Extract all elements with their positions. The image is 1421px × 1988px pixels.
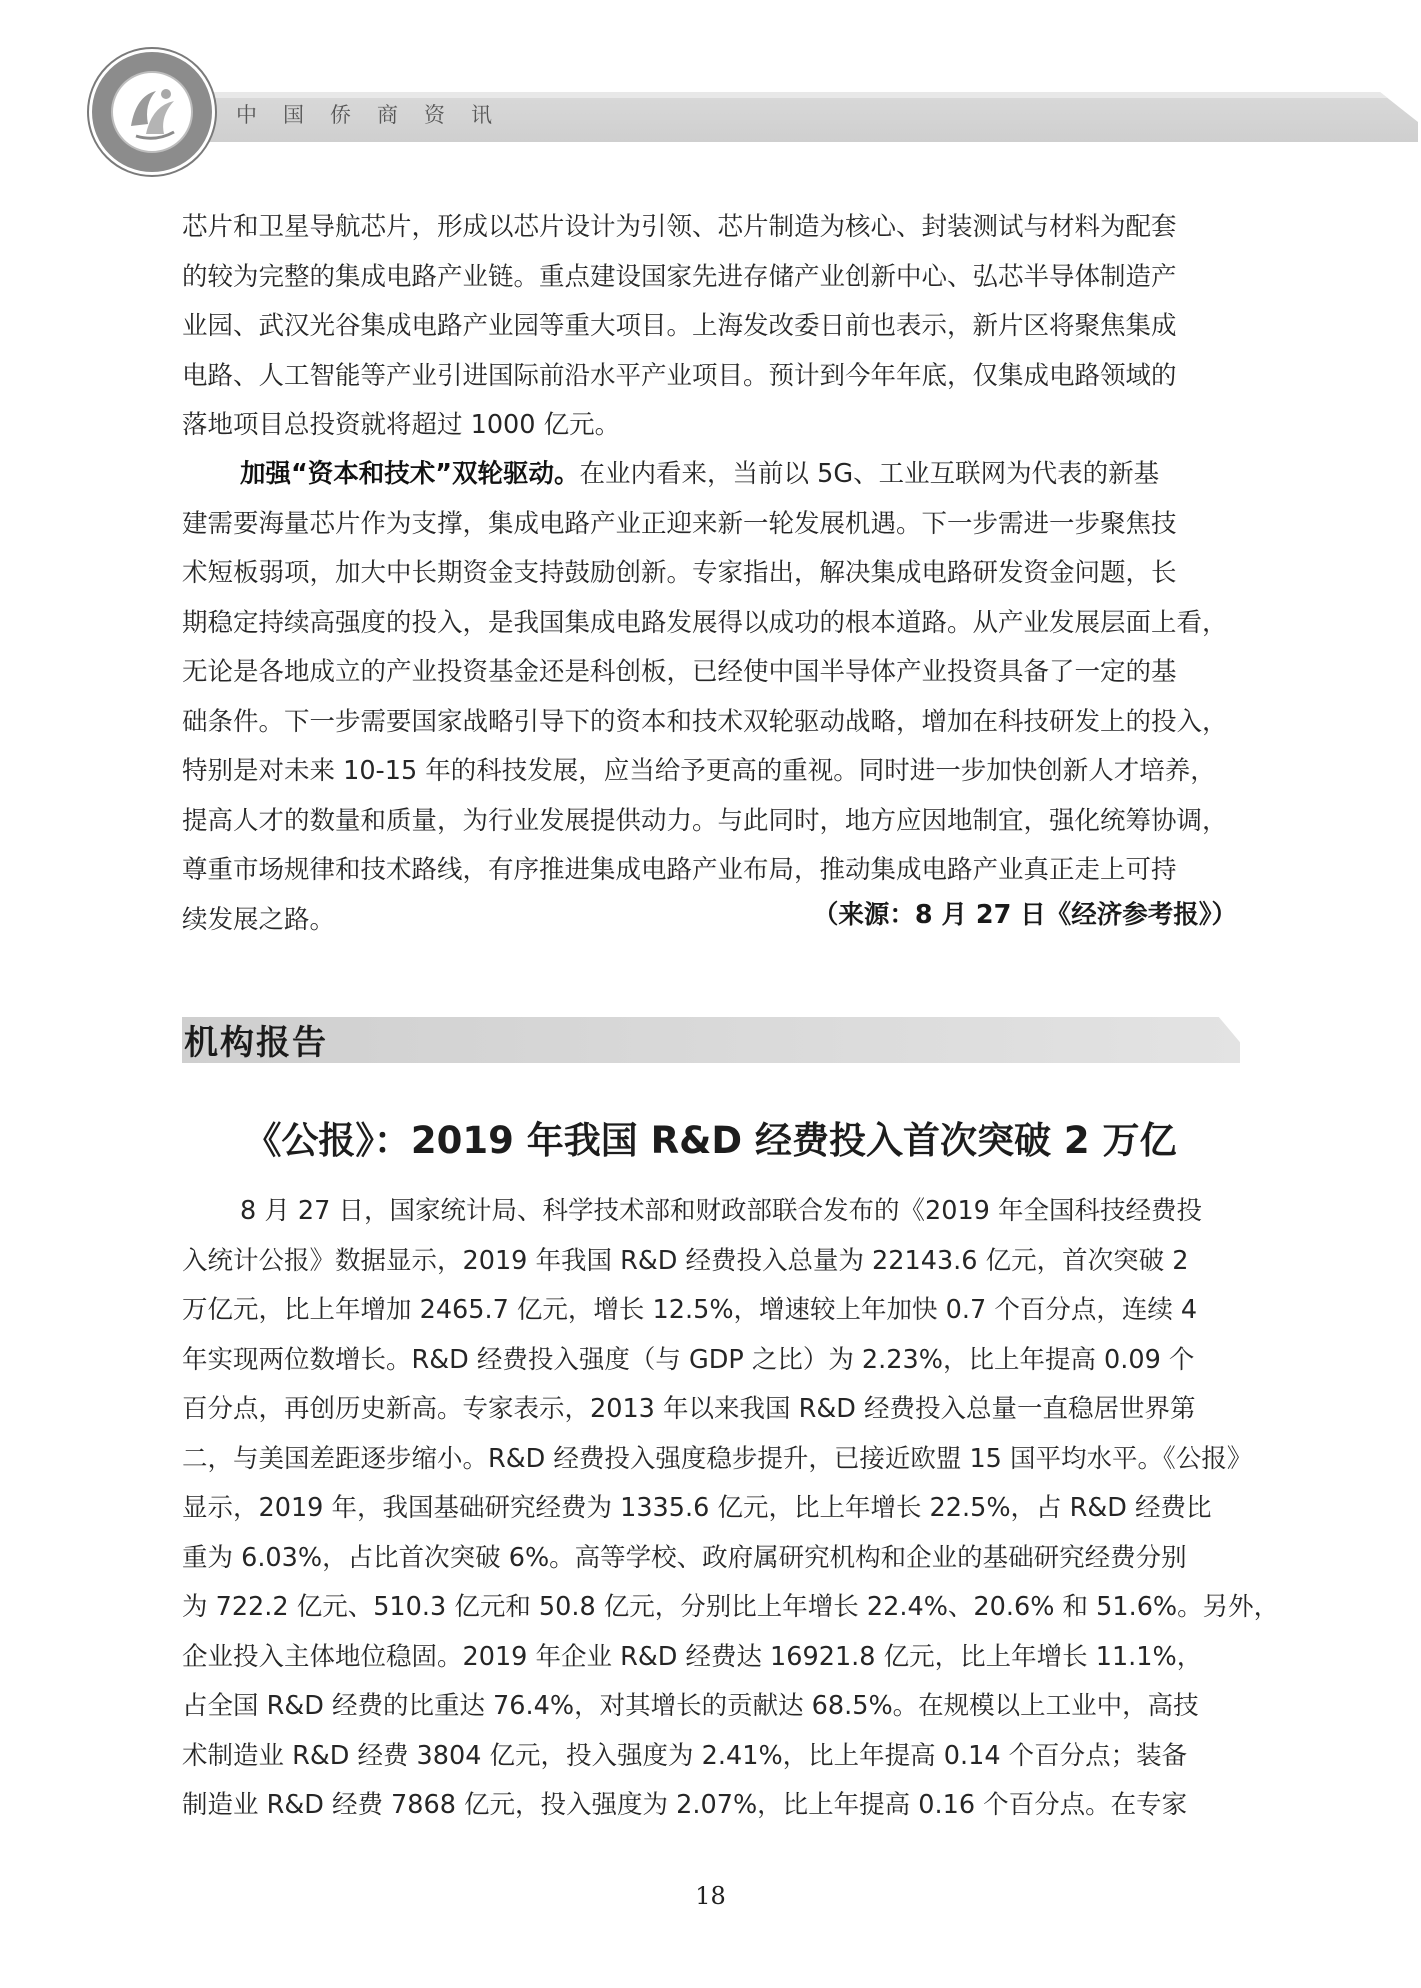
header-title: 中国侨商资讯 (236, 103, 518, 127)
text-line: 的较为完整的集成电路产业链。重点建设国家先进存储产业创新中心、弘芯半导体制造产 (182, 261, 1177, 292)
text-line: 特别是对未来 10-15 年的科技发展，应当给予更高的重视。同时进一步加快创新人才培养， (182, 756, 1216, 786)
text-line: 础条件。下一步需要国家战略引导下的资本和技术双轮驱动战略，增加在科技研发上的投入， (182, 706, 1228, 737)
text-line: 为 722.2 亿元、510.3 亿元和 50.8 亿元，分别比上年增长 22.4%、20.6% 和 51.6%。另外， (182, 1592, 1280, 1622)
section-title: 机构报告 (184, 1023, 328, 1063)
text-line: 尊重市场规律和技术路线，有序推进集成电路产业布局，推动集成电路产业真正走上可持 (182, 855, 1177, 885)
text-line: 术短板弱项，加大中长期资金支持鼓励创新。专家指出，解决集成电路研发资金问题，长 (182, 558, 1177, 588)
text-line: 百分点，再创历史新高。专家表示，2013 年以来我国 R&D 经费投入总量一直稳居世界第 (182, 1394, 1196, 1424)
paragraph-heading: 加强“资本和技术”双轮驱动。 (240, 459, 580, 489)
text-line: 二，与美国差距逐步缩小。R&D 经费投入强度稳步提升，已接近欧盟 15 国平均水平。《公报》 (182, 1443, 1253, 1474)
text-line: 期稳定持续高强度的投入，是我国集成电路发展得以成功的根本道路。从产业发展层面上看， (182, 607, 1228, 638)
text-line: 万亿元，比上年增加 2465.7 亿元，增长 12.5%，增速较上年加快 0.7 个百分点，连续 4 (182, 1295, 1198, 1325)
source-citation: （来源：8 月 27 日《经济参考报》） (812, 900, 1237, 930)
text-line: 术制造业 R&D 经费 3804 亿元，投入强度为 2.41%，比上年提高 0.14 个百分点；装备 (182, 1740, 1188, 1771)
text-line: 业园、武汉光谷集成电路产业园等重大项目。上海发改委日前也表示，新片区将聚焦集成 (182, 311, 1177, 341)
logo-emblem-icon (86, 46, 218, 178)
text-line (182, 450, 1237, 500)
text-line: 芯片和卫星导航芯片，形成以芯片设计为引领、芯片制造为核心、封装测试与材料为配套 (182, 212, 1177, 242)
text-fragment: 在业内看来，当前以 5G、工业互联网为代表的新基 (579, 459, 1160, 489)
text-line: 建需要海量芯片作为支撑，集成电路产业正迎来新一轮发展机遇。下一步需进一步聚焦技 (182, 508, 1177, 539)
text-line: 8 月 27 日，国家统计局、科学技术部和财政部联合发布的《2019 年全国科技经费投 (240, 1196, 1202, 1226)
paragraph-continuation (182, 203, 1237, 451)
text-line: 电路、人工智能等产业引进国际前沿水平产业项目。预计到今年年底，仅集成电路领域的 (182, 360, 1177, 391)
text-line: 占全国 R&D 经费的比重达 76.4%，对其增长的贡献达 68.5%。在规模以上工业中，高技 (182, 1691, 1199, 1721)
text-line: 提高人才的数量和质量，为行业发展提供动力。与此同时，地方应因地制宜，强化统筹协调， (182, 805, 1228, 836)
text-line: 无论是各地成立的产业投资基金还是科创板，已经使中国半导体产业投资具备了一定的基 (182, 657, 1177, 687)
text-line: 年实现两位数增长。R&D 经费投入强度（与 GDP 之比）为 2.23%，比上年提高 0.09 个 (182, 1344, 1195, 1375)
article-title: 《公报》：2019 年我国 R&D 经费投入首次突破 2 万亿 (244, 1119, 1177, 1162)
section-banner (182, 1017, 1240, 1063)
text-line: 企业投入主体地位稳固。2019 年企业 R&D 经费达 16921.8 亿元，比上年增长 11.1%， (182, 1641, 1203, 1672)
text-line: 显示，2019 年，我国基础研究经费为 1335.6 亿元，比上年增长 22.5%，占 R&D 经费比 (182, 1493, 1212, 1523)
article-body (182, 1187, 1280, 1831)
paragraph-capital-technology (182, 450, 1237, 945)
page-number: 18 (695, 1882, 726, 1910)
text-line: 落地项目总投资就将超过 1000 亿元。 (182, 410, 621, 440)
text-line: 重为 6.03%，占比首次突破 6%。高等学校、政府属研究机构和企业的基础研究经费分别 (182, 1542, 1187, 1573)
text-line: 制造业 R&D 经费 7868 亿元，投入强度为 2.07%，比上年提高 0.16 个百分点。在专家 (182, 1790, 1188, 1820)
text-line: 续发展之路。 (182, 904, 336, 935)
text-line: 入统计公报》数据显示，2019 年我国 R&D 经费投入总量为 22143.6 亿元，首次突破 2 (182, 1245, 1189, 1276)
